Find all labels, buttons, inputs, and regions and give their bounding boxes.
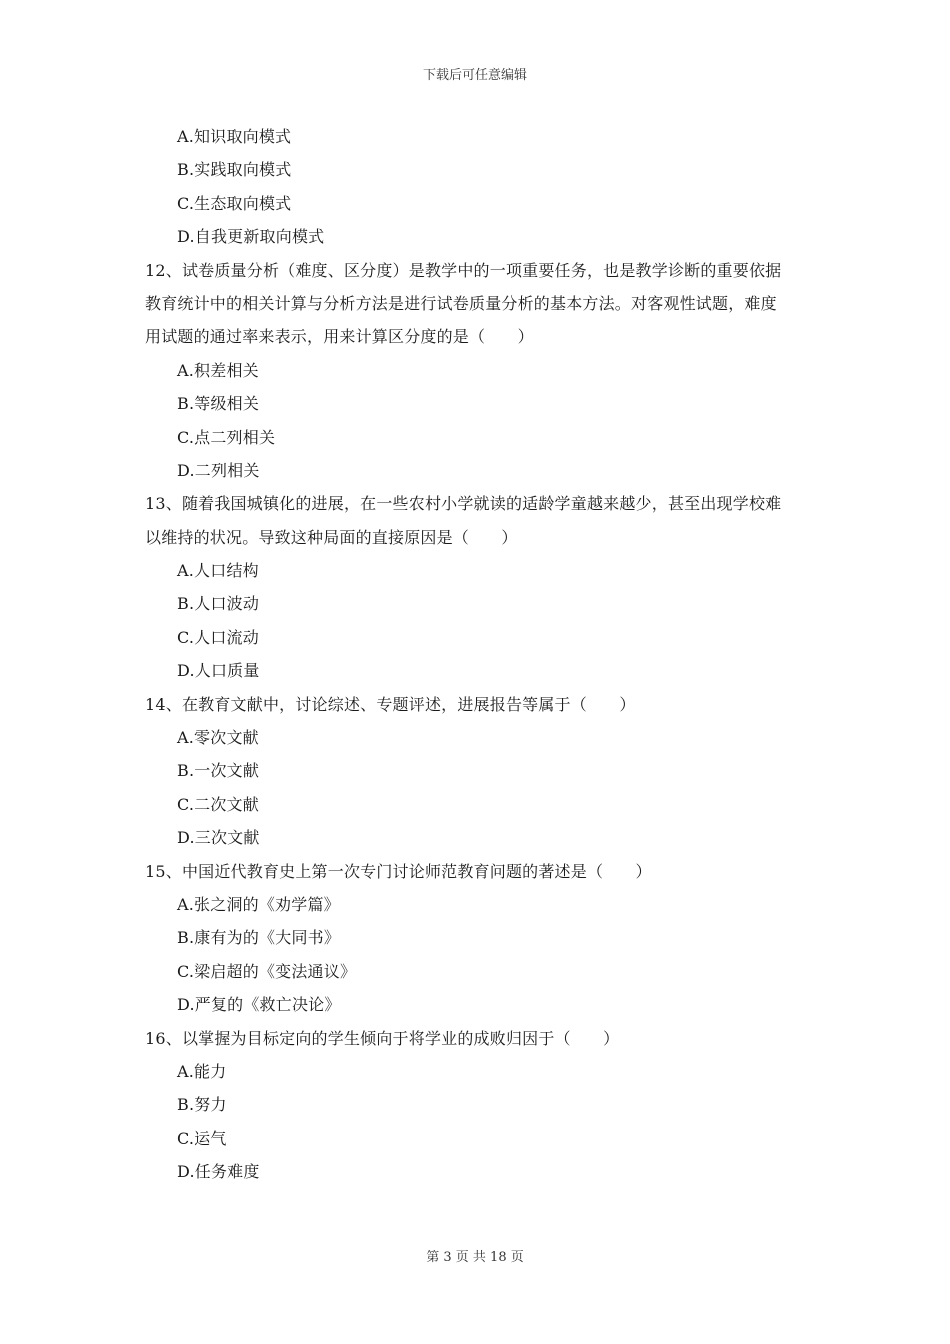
option-item: A.张之洞的《劝学篇》 [177, 894, 340, 914]
option-item: A.零次文献 [177, 728, 259, 748]
option-item: B.努力 [177, 1095, 227, 1115]
option-item: D.人口质量 [177, 661, 260, 681]
option-item: B.等级相关 [177, 394, 260, 414]
option-item: C.运气 [177, 1128, 227, 1148]
option-item: D.任务难度 [177, 1162, 260, 1182]
option-item: C.点二列相关 [177, 427, 276, 447]
option-item: D.二列相关 [177, 460, 260, 480]
option-item: D.自我更新取向模式 [177, 227, 325, 247]
page-footer: 第 3 页 共 18 页 [426, 1250, 524, 1265]
question-16 [145, 1022, 810, 1189]
option-item: A.积差相关 [177, 360, 259, 380]
option-item: B.实践取向模式 [177, 160, 292, 180]
question-12 [145, 254, 810, 488]
question-15 [145, 855, 810, 1022]
question-text: 16、以掌握为目标定向的学生倾向于将学业的成败归因于（ ） [145, 1028, 620, 1048]
question-14 [145, 688, 810, 855]
option-item: A.知识取向模式 [177, 127, 292, 146]
option-item: B.康有为的《大同书》 [177, 928, 341, 948]
question-text: 15、中国近代教育史上第一次专门讨论师范教育问题的著述是（ ） [145, 861, 652, 881]
question-text: 用试题的通过率来表示，用来计算区分度的是（ ） [145, 327, 534, 347]
question-text: 14、在教育文献中，讨论综述、专题评述，进展报告等属于（ ） [145, 694, 636, 714]
option-item: A.人口结构 [177, 561, 259, 581]
question-text: 13、随着我国城镇化的进展，在一些农村小学就读的适龄学童越来越少，甚至出现学校难 [145, 494, 782, 514]
question-text: 教育统计中的相关计算与分析方法是进行试卷质量分析的基本方法。对客观性试题，难度 [145, 293, 777, 313]
option-item: B.人口波动 [177, 594, 260, 614]
option-item: C.梁启超的《变法通议》 [177, 961, 357, 981]
document-body [145, 120, 810, 1189]
option-item: D.严复的《救亡决论》 [177, 995, 341, 1015]
option-item: C.二次文献 [177, 794, 259, 814]
option-item: C.人口流动 [177, 627, 259, 647]
question-text: 12、试卷质量分析（难度、区分度）是教学中的一项重要任务，也是教学诊断的重要依据 [145, 260, 782, 280]
question-13 [145, 487, 810, 687]
page-header: 下载后可任意编辑 [422, 68, 527, 83]
option-item: D.三次文献 [177, 828, 260, 848]
question-text: 以维持的状况。导致这种局面的直接原因是（ ） [145, 527, 518, 547]
option-item: C.生态取向模式 [177, 193, 292, 213]
option-item: B.一次文献 [177, 761, 260, 781]
option-item: A.能力 [177, 1061, 227, 1081]
